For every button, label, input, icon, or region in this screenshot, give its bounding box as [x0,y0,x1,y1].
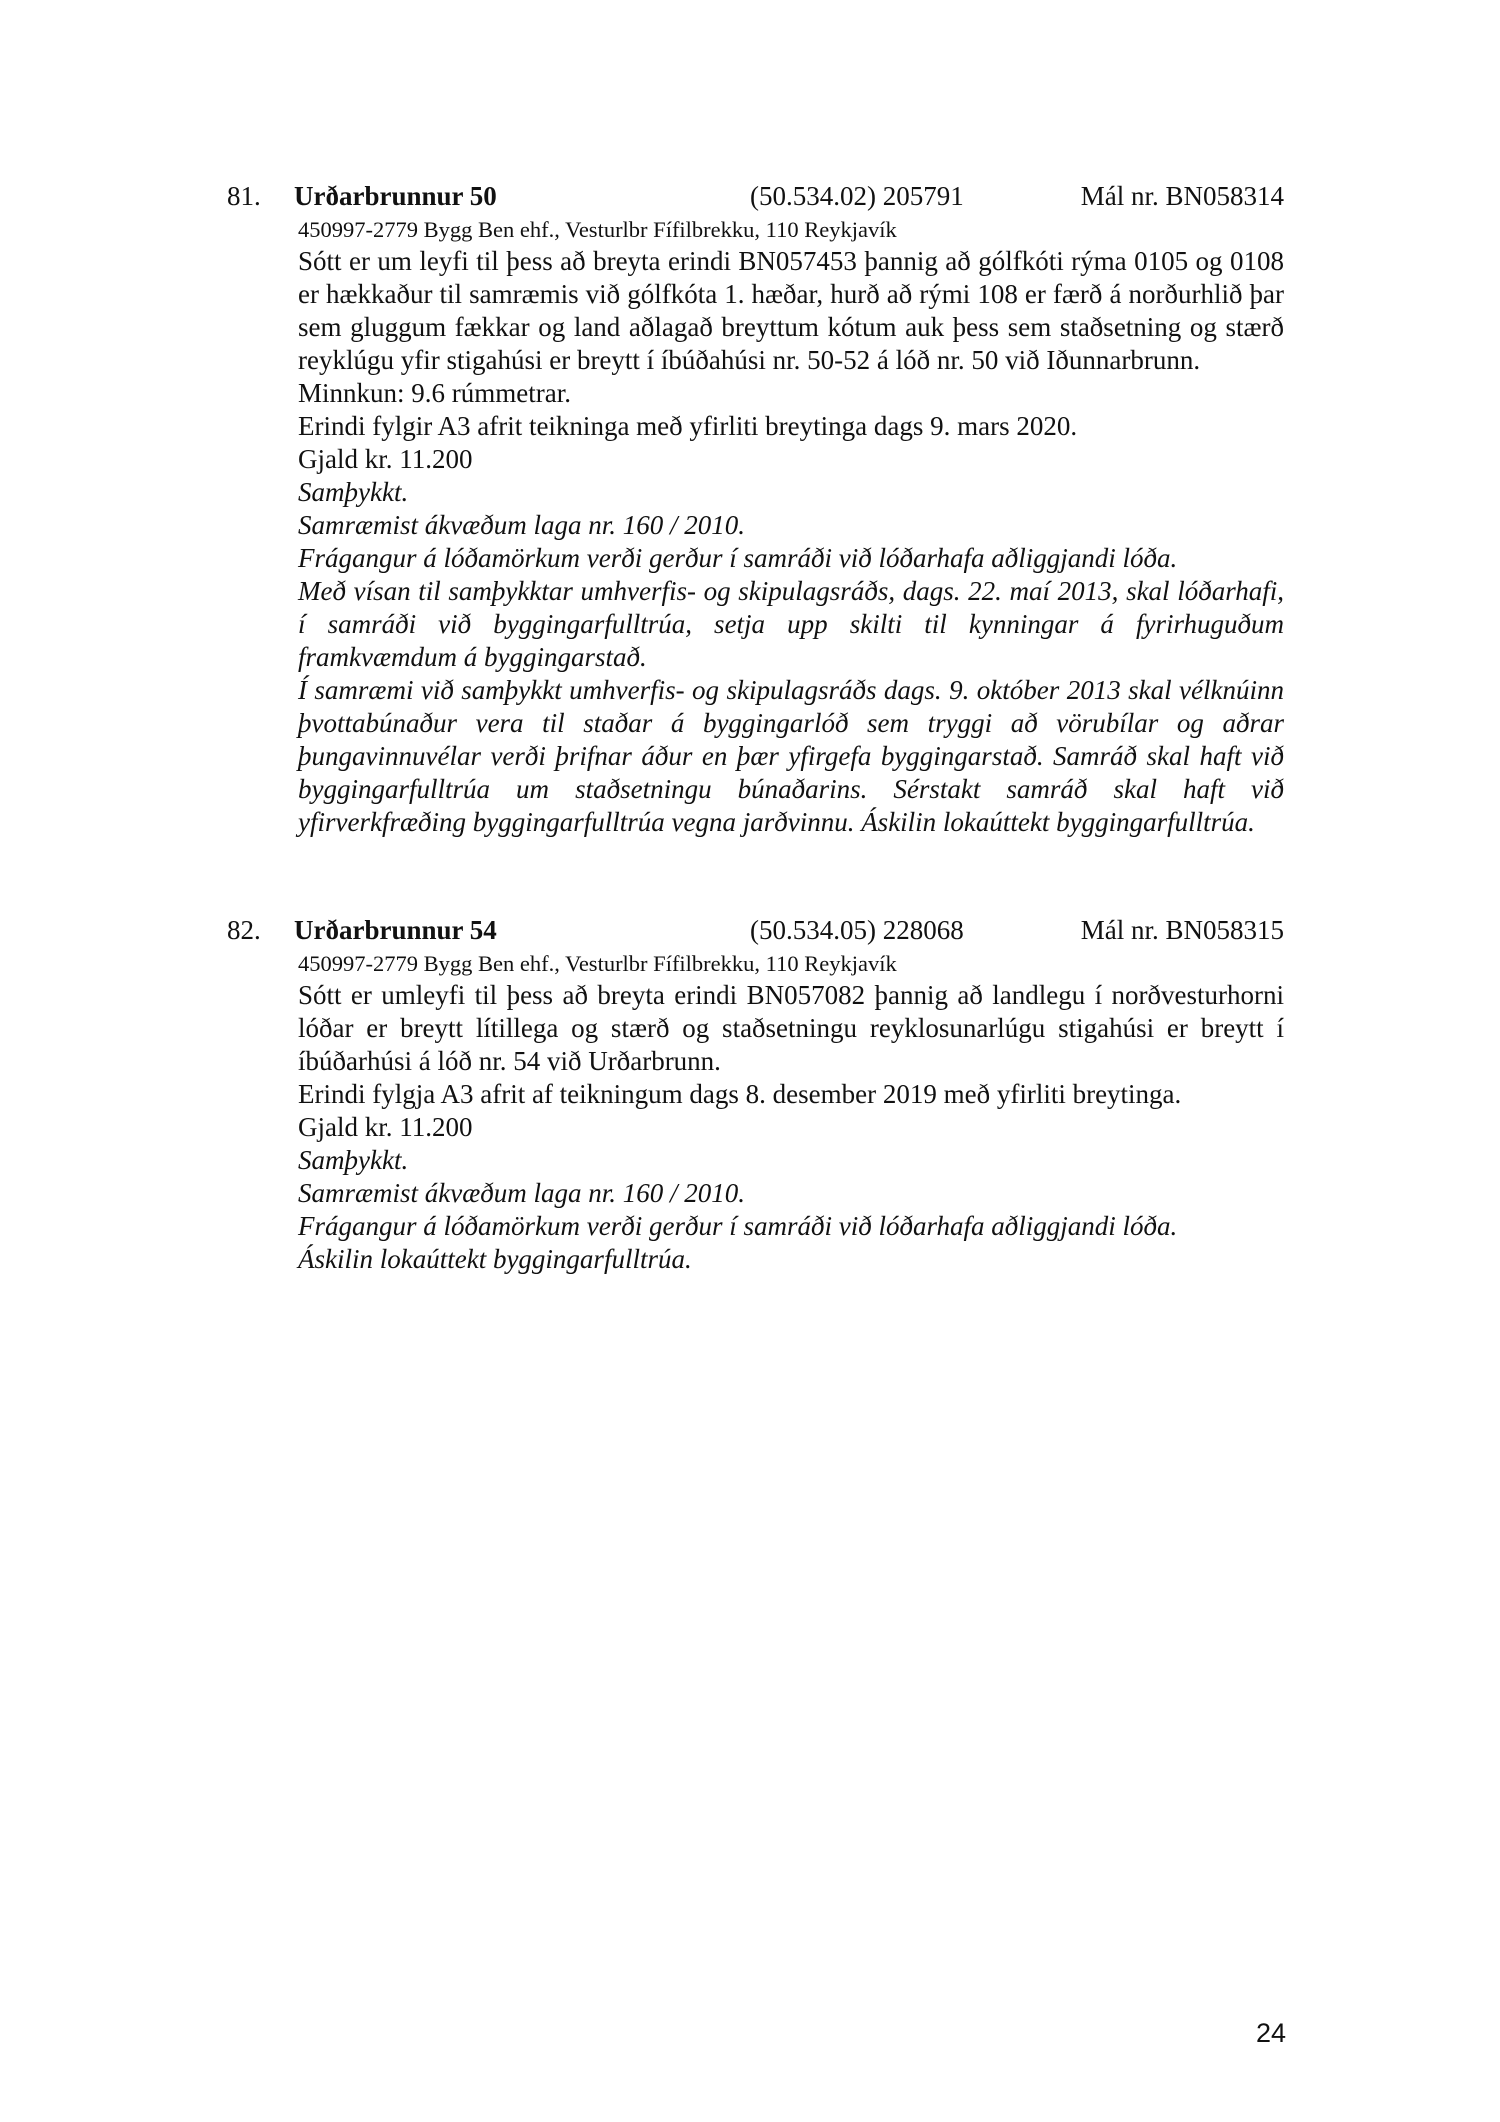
entry-body [298,215,1284,839]
applicant-line: 450997-2779 Bygg Ben ehf., Vesturlbr Fífilbrekku, 110 Reykjavík [298,217,897,242]
fee-line: Gjald kr. 11.200 [298,1112,473,1142]
property-code: (50.534.02) 205791 [750,181,964,211]
law-compliance: Samræmist ákvæðum laga nr. 160 / 2010. [298,510,746,540]
entry-title: Urðarbrunnur 50 [294,181,497,211]
decision-approved: Samþykkt. [298,477,409,507]
entry-title: Urðarbrunnur 54 [294,915,497,945]
case-entry-82 [227,912,1284,1276]
wash-equipment-note: Í samræmi við samþykkt umhverfis- og skipulagsráðs dags. 9. október 2013 skal vélknúinn þvottabúnaður vera til staðar á byggingarlóð sem tryggi að vörubílar og aðrar þungavinnuvélar verði þrifnar áður en þær yfirgefa byggingarstað. Samráð skal haft við byggingarfulltrúa um staðsetningu búnaðarins. Sérstakt samráð skal haft við yfirverkfræðing byggingarfulltrúa vegna jarðvinnu. Áskilin lokaúttekt byggingarfulltrúa. [298,675,1284,837]
page-number: 24 [1255,2018,1286,2048]
entry-body [298,949,1284,1276]
case-number: Mál nr. BN058315 [1080,915,1284,945]
application-description: Sótt er um leyfi til þess að breyta erindi BN057453 þannig að gólfkóti rýma 0105 og 0108 er hækkaður til samræmis við gólfkóta 1. hæðar, hurð að rými 108 er færð á norðurhlið þar sem gluggum fækkar og land aðlagað breyttum kótum auk þess sem staðsetning og stærð reyklúgu yfir stigahúsi er breytt í íbúðahúsi nr. 50-52 á lóð nr. 50 við Iðunnarbrunn. [298,246,1284,375]
application-description: Sótt er umleyfi til þess að breyta erindi BN057082 þannig að landlegu í norðvesturhorni lóðar er breytt lítillega og stærð og staðsetningu reyklosunarlúgu stigahúsi er breytt í íbúðarhúsi á lóð nr. 54 við Urðarbrunn. [298,980,1284,1076]
applicant-line: 450997-2779 Bygg Ben ehf., Vesturlbr Fífilbrekku, 110 Reykjavík [298,951,897,976]
final-inspection-note: Áskilin lokaúttekt byggingarfulltrúa. [298,1244,692,1274]
boundary-note: Frágangur á lóðamörkum verði gerður í samráði við lóðarhafa aðliggjandi lóða. [298,1211,1178,1241]
entry-header [227,178,1284,215]
law-compliance: Samræmist ákvæðum laga nr. 160 / 2010. [298,1178,746,1208]
property-code: (50.534.05) 228068 [750,915,964,945]
entry-number: 82. [227,915,261,945]
entry-number: 81. [227,181,261,211]
attachment-note: Erindi fylgja A3 afrit af teikningum dags 8. desember 2019 með yfirliti breytinga. [298,1079,1182,1109]
attachment-note: Erindi fylgir A3 afrit teikninga með yfirliti breytinga dags 9. mars 2020. [298,411,1078,441]
volume-reduction: Minnkun: 9.6 rúmmetrar. [298,378,571,408]
sign-note: Með vísan til samþykktar umhverfis- og skipulagsráðs, dags. 22. maí 2013, skal lóðarhafi, í samráði við byggingarfulltrúa, setja upp skilti til kynningar á fyrirhuguðum framkvæmdum á byggingarstað. [298,576,1284,672]
entry-header [227,912,1284,949]
fee-line: Gjald kr. 11.200 [298,444,473,474]
case-number: Mál nr. BN058314 [1080,181,1284,211]
case-entry-81 [227,178,1284,839]
boundary-note: Frágangur á lóðamörkum verði gerður í samráði við lóðarhafa aðliggjandi lóða. [298,543,1178,573]
decision-approved: Samþykkt. [298,1145,409,1175]
